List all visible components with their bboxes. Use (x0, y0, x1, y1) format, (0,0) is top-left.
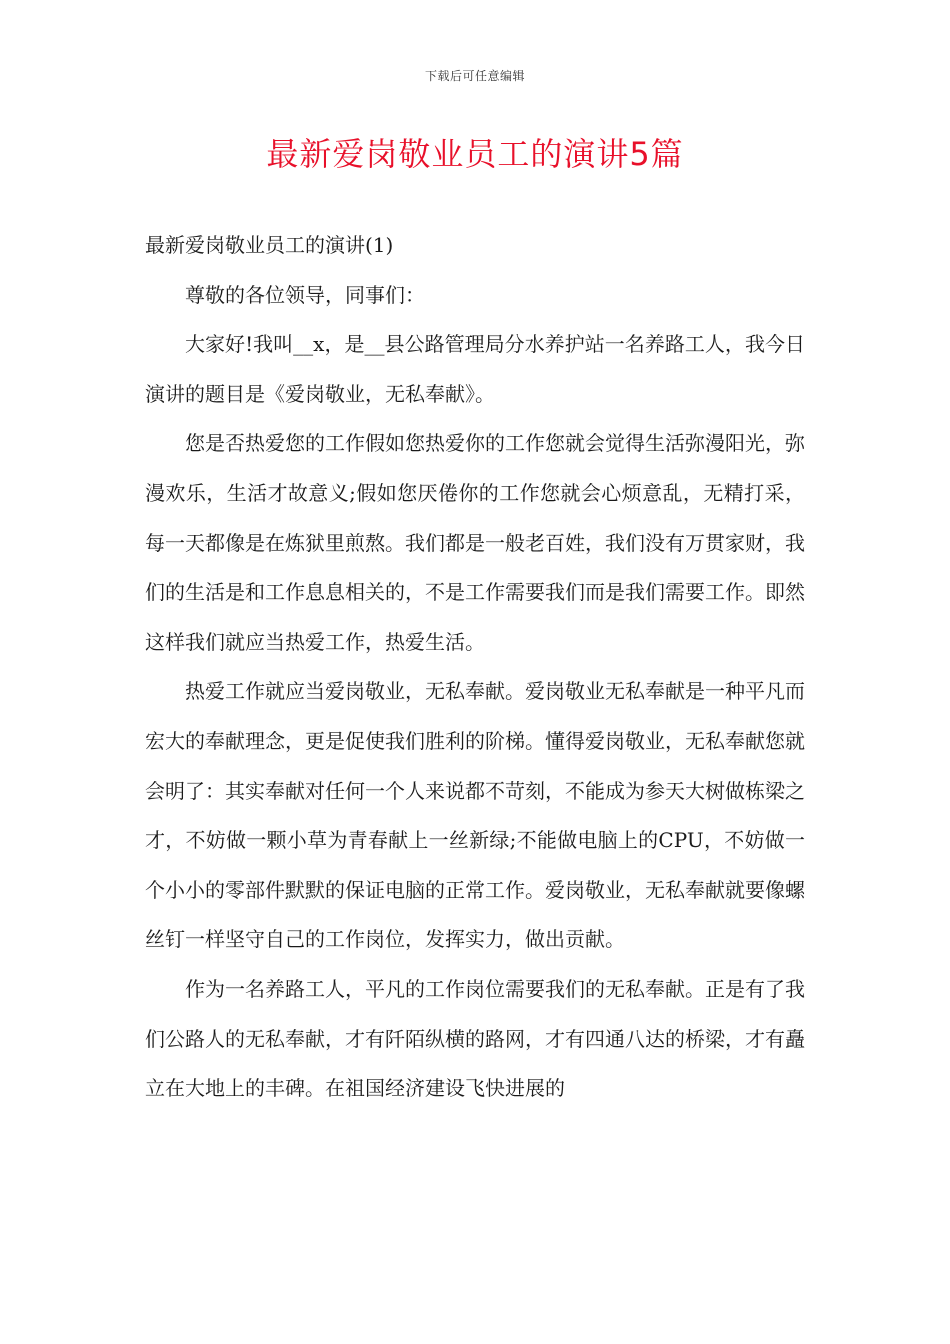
paragraph-introduction: 大家好!我叫__x，是__县公路管理局分水养护站一名养路工人，我今日演讲的题目是《爱岗敬业，无私奉献》。 (145, 332, 805, 406)
paragraph-greeting: 尊敬的各位领导，同事们： (185, 282, 425, 307)
paragraph-body: 作为一名养路工人，平凡的工作岗位需要我们的无私奉献。正是有了我们公路人的无私奉献，才有阡陌纵横的路网，才有四通八达的桥梁，才有矗立在大地上的丰碑。在祖国经济建设飞快进展的 (145, 976, 805, 1101)
document-body (145, 221, 805, 1114)
header-note: 下载后可任意编辑 (424, 69, 525, 83)
paragraph-body: 您是否热爱您的工作假如您热爱你的工作您就会觉得生活弥漫阳光，弥漫欢乐，生活才故意义;假如您厌倦你的工作您就会心烦意乱，无精打采，每一天都像是在炼狱里煎熬。我们都是一般老百姓，我们没有万贯家财，我们的生活是和工作息息相关的，不是工作需要我们而是我们需要工作。即然这样我们就应当热爱工作，热爱生活。 (145, 431, 805, 654)
document-title: 最新爱岗敬业员工的演讲5篇 (266, 135, 684, 173)
section-heading: 最新爱岗敬业员工的演讲(1) (145, 233, 394, 257)
paragraph-body: 热爱工作就应当爱岗敬业，无私奉献。爱岗敬业无私奉献是一种平凡而宏大的奉献理念，更是促使我们胜利的阶梯。懂得爱岗敬业，无私奉献您就会明了：其实奉献对任何一个人来说都不苛刻，不能成为参天大树做栋梁之才，不妨做一颗小草为青春献上一丝新绿;不能做电脑上的CPU，不妨做一个小小的零部件默默的保证电脑的正常工作。爱岗敬业，无私奉献就要像螺丝钉一样坚守自己的工作岗位，发挥实力，做出贡献。 (145, 679, 805, 952)
